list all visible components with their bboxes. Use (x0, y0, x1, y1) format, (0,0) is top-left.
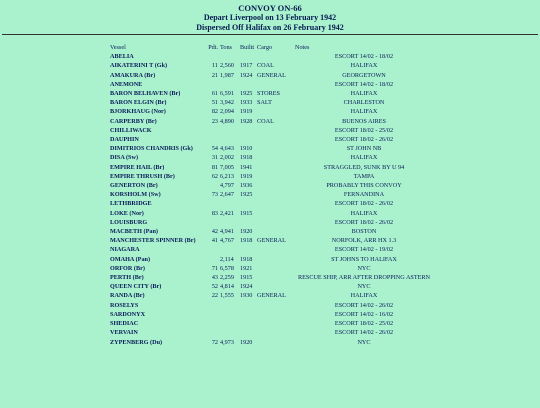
cell-cargo (257, 227, 293, 236)
table-row (110, 255, 435, 264)
cell-tons (220, 310, 240, 319)
table-row (110, 80, 435, 89)
table-row (110, 236, 435, 245)
cell-tons: 2,114 (220, 255, 234, 263)
cell-cargo (257, 209, 293, 218)
cell-pdt (206, 328, 220, 337)
dispersal-line: Dispersed Off Halifax on 26 February 1942 (196, 22, 344, 32)
cell-pdt (206, 126, 220, 135)
cell-notes: ST JOHNS TO HALIFAX (331, 255, 397, 263)
cell-built: 1918 (240, 154, 253, 162)
cell-built: 1933 (240, 99, 253, 107)
cell-vessel: EMPIRE HAIL (Br) (110, 163, 165, 171)
cell-built: 1930 (240, 292, 253, 300)
cell-pdt (206, 52, 220, 61)
cell-pdt: 81 (211, 163, 218, 171)
table-row (110, 190, 435, 199)
cell-cargo (257, 264, 293, 273)
cell-vessel: CARPERBY (Br) (110, 117, 157, 125)
cell-cargo (257, 273, 293, 282)
cell-cargo (257, 153, 293, 162)
table-row (110, 319, 435, 328)
cell-pdt (206, 255, 220, 264)
cell-cargo: GENERAL (257, 292, 286, 300)
cell-cargo (257, 310, 293, 319)
cell-tons: 6,213 (220, 172, 234, 180)
cell-pdt: 72 (211, 338, 218, 346)
cell-vessel: LOUISBURG (110, 218, 148, 226)
cell-pdt: 83 (211, 209, 218, 217)
cell-vessel: PERTH (Br) (110, 274, 144, 282)
cell-notes: HALIFAX (350, 209, 378, 217)
cell-vessel: AIKATERINI T (Gk) (110, 62, 168, 70)
cell-vessel: OMAHA (Pan) (110, 255, 151, 263)
cell-tons: 2,560 (220, 62, 234, 70)
cell-vessel: ZYPENBERG (Du) (110, 338, 163, 346)
cell-pdt (206, 218, 220, 227)
table-row (110, 301, 435, 310)
cell-vessel: NIAGARA (110, 246, 140, 254)
cell-vessel: DIMITRIOS CHANDRIS (Gk) (110, 145, 193, 153)
cell-vessel: VERVAIN (110, 329, 138, 337)
cell-cargo: COAL (257, 62, 274, 70)
cell-built (240, 126, 257, 135)
cell-built: 1925 (240, 191, 253, 199)
cell-vessel: DISA (Sw) (110, 154, 139, 162)
cell-notes: ESCORT 18/02 - 25/02 (334, 126, 394, 134)
table-row (110, 107, 435, 116)
cell-tons (220, 218, 240, 227)
cell-pdt: 82 (211, 108, 218, 116)
cell-notes: NYC (357, 283, 371, 291)
cell-tons (220, 245, 240, 254)
cell-notes: GEORGETOWN (342, 71, 386, 79)
table-row (110, 71, 435, 80)
table-row (110, 218, 435, 227)
cell-vessel: KORSHOLM (Sw) (110, 191, 161, 199)
cell-cargo (257, 163, 293, 172)
cell-pdt: 11 (212, 62, 218, 70)
table-row (110, 61, 435, 70)
table-row (110, 153, 435, 162)
table-row (110, 52, 435, 61)
cell-pdt: 22 (211, 292, 218, 300)
cell-cargo (257, 135, 293, 144)
cell-tons (220, 135, 240, 144)
cell-notes: ESCORT 14/02 - 26/02 (334, 301, 394, 309)
table-row (110, 282, 435, 291)
cell-cargo (257, 301, 293, 310)
cell-tons: 4,890 (220, 117, 234, 125)
cell-vessel: BARON ELGIN (Br) (110, 99, 167, 107)
cell-notes: BOSTON (351, 228, 377, 236)
table-row (110, 117, 435, 126)
cell-cargo (257, 338, 293, 347)
cell-vessel: LOKE (Nor) (110, 209, 144, 217)
column-header-pdt: Pdt. (208, 44, 218, 51)
cell-built (240, 135, 257, 144)
cell-pdt: 51 (211, 99, 218, 107)
cell-notes: NORFOLK, ARR HX 1.3 (331, 237, 397, 245)
table-row (110, 273, 435, 282)
table-row (110, 199, 435, 208)
cell-notes: ESCORT 14/02 - 18/02 (334, 53, 394, 61)
cell-tons: 1,987 (220, 71, 234, 79)
cell-vessel: ROSELYS (110, 301, 139, 309)
table-row (110, 209, 435, 218)
cell-built: 1918 (240, 255, 253, 263)
cell-built: 1915 (240, 274, 253, 282)
cell-notes: CHARLESTON (343, 99, 385, 107)
cell-pdt: 41 (211, 237, 218, 245)
cell-notes: ESCORT 14/02 - 16/02 (334, 310, 394, 318)
table-row (110, 264, 435, 273)
cell-tons (220, 126, 240, 135)
cell-pdt: 42 (211, 228, 218, 236)
column-header-built: Builtt (240, 44, 255, 51)
cell-cargo (257, 245, 293, 254)
table-row (110, 89, 435, 98)
cell-pdt: 62 (211, 172, 218, 180)
cell-cargo: SALT (257, 99, 272, 107)
cell-tons: 4,767 (220, 237, 234, 245)
cell-pdt (206, 310, 220, 319)
cell-tons (220, 301, 240, 310)
cell-built: 1917 (240, 62, 253, 70)
cell-vessel: RANDA (Br) (110, 292, 145, 300)
table-row (110, 328, 435, 337)
cell-notes: PROBABLY THIS CONVOY (326, 182, 402, 190)
convoy-table (110, 43, 435, 347)
cell-notes: ST JOHN NB (346, 145, 382, 153)
cell-built: 1928 (240, 117, 253, 125)
cell-pdt: 73 (211, 191, 218, 199)
cell-notes: HALIFAX (350, 108, 378, 116)
cell-cargo (257, 144, 293, 153)
cell-built (240, 319, 257, 328)
table-row (110, 163, 435, 172)
cell-tons (220, 328, 240, 337)
table-row (110, 172, 435, 181)
table-row (110, 181, 435, 190)
cell-vessel: MACBETH (Pan) (110, 228, 158, 236)
cell-vessel: ANEMONE (110, 80, 143, 88)
cell-pdt: 61 (211, 90, 218, 98)
column-header-cargo: Cargo (257, 44, 273, 51)
cell-pdt (206, 80, 220, 89)
cell-pdt (206, 319, 220, 328)
cell-pdt (206, 301, 220, 310)
cell-vessel: EMPIRE THRUSH (Br) (110, 172, 175, 180)
cell-built: 1919 (240, 108, 253, 116)
cell-cargo (257, 218, 293, 227)
cell-vessel: QUEEN CITY (Br) (110, 283, 162, 291)
cell-tons: 7,005 (220, 163, 234, 171)
cell-notes: HALIFAX (350, 62, 378, 70)
cell-cargo (257, 181, 293, 190)
cell-cargo (257, 172, 293, 181)
cell-tons: 4,973 (220, 338, 234, 346)
cell-built (240, 310, 257, 319)
table-row (110, 98, 435, 107)
cell-cargo (257, 319, 293, 328)
cell-tons: 4,814 (220, 283, 234, 291)
cell-cargo: STORES (257, 90, 280, 98)
cell-pdt (206, 199, 220, 208)
page-title: CONVOY ON-66 (238, 3, 302, 13)
header-divider (2, 34, 538, 35)
cell-notes: ESCORT 18/02 - 26/02 (334, 200, 394, 208)
table-row (110, 227, 435, 236)
cell-tons (220, 199, 240, 208)
cell-tons: 1,555 (220, 292, 234, 300)
cell-built: 1920 (240, 228, 253, 236)
cell-notes: ESCORT 14/02 - 19/02 (334, 246, 394, 254)
table-row (110, 338, 435, 347)
cell-vessel: ORFOR (Br) (110, 264, 145, 272)
table-row (110, 135, 435, 144)
cell-pdt: 54 (211, 145, 218, 153)
cell-notes: ESCORT 14/02 - 26/02 (334, 329, 394, 337)
table-row (110, 126, 435, 135)
cell-pdt: 52 (211, 283, 218, 291)
cell-tons: 2,002 (220, 154, 234, 162)
table-row (110, 291, 435, 300)
cell-notes: RESCUE SHIP, ARR AFTER DROPPING ASTERN (297, 274, 431, 282)
cell-cargo: COAL (257, 117, 274, 125)
cell-notes: FERNANDINA (343, 191, 385, 199)
cell-notes: HALIFAX (350, 154, 378, 162)
cell-notes: ESCORT 18/02 - 26/02 (334, 218, 394, 226)
cell-notes: NYC (357, 264, 371, 272)
cell-built: 1924 (240, 283, 253, 291)
departure-line: Depart Liverpool on 13 February 1942 (203, 13, 337, 22)
cell-tons (220, 52, 240, 61)
cell-built: 1910 (240, 145, 253, 153)
cell-vessel: SHEDIAC (110, 320, 139, 328)
table-row (110, 245, 435, 254)
cell-built: 1924 (240, 71, 253, 79)
cell-built (240, 328, 257, 337)
cell-notes: ESCORT 14/02 - 18/02 (334, 80, 394, 88)
cell-cargo (257, 282, 293, 291)
cell-vessel: LETHBRIDGE (110, 200, 152, 208)
cell-cargo: GENERAL (257, 71, 286, 79)
cell-pdt: 43 (211, 274, 218, 282)
cell-cargo (257, 80, 293, 89)
cell-notes: HALIFAX (350, 292, 378, 300)
cell-vessel: DAUPHIN (110, 136, 139, 144)
cell-pdt (206, 181, 220, 190)
cell-cargo (257, 190, 293, 199)
cell-cargo (257, 126, 293, 135)
cell-vessel: SARDONYX (110, 310, 146, 318)
cell-tons: 2,647 (220, 191, 234, 199)
cell-built (240, 245, 257, 254)
cell-notes: BUENOS AIRES (342, 117, 386, 125)
cell-tons: 4,797 (220, 182, 234, 190)
cell-cargo (257, 107, 293, 116)
cell-notes: ESCORT 18/02 - 26/02 (334, 136, 394, 144)
cell-built: 1936 (240, 182, 253, 190)
cell-notes: NYC (357, 338, 371, 346)
cell-pdt (206, 245, 220, 254)
cell-vessel: ABELIA (110, 53, 134, 61)
cell-tons (220, 80, 240, 89)
cell-tons (220, 319, 240, 328)
cell-notes: TAMPA (353, 172, 375, 180)
cell-cargo (257, 199, 293, 208)
cell-notes: STRAGGLED, SUNK BY U 94 (323, 163, 405, 171)
cell-cargo (257, 52, 293, 61)
cell-notes: ESCORT 18/02 - 25/02 (334, 320, 394, 328)
table-row (110, 144, 435, 153)
cell-built (240, 52, 257, 61)
table-row (110, 310, 435, 319)
cell-pdt: 71 (211, 264, 218, 272)
cell-cargo (257, 328, 293, 337)
cell-tons: 4,941 (220, 228, 234, 236)
convoy-header (0, 3, 540, 32)
cell-vessel: CHILLIWACK (110, 126, 152, 134)
cell-built (240, 199, 257, 208)
cell-built: 1920 (240, 338, 253, 346)
cell-built (240, 80, 257, 89)
cell-built: 1941 (240, 163, 253, 171)
cell-vessel: MANCHESTER SPINNER (Br) (110, 237, 196, 245)
cell-vessel: GENERTON (Br) (110, 182, 158, 190)
cell-pdt: 31 (211, 154, 218, 162)
cell-built: 1919 (240, 172, 253, 180)
cell-pdt: 23 (211, 117, 218, 125)
cell-cargo (257, 255, 293, 264)
cell-tons: 4,643 (220, 145, 234, 153)
cell-notes: HALIFAX (350, 90, 378, 98)
column-header-vessel: Vessel (110, 44, 126, 51)
cell-vessel: BARON BELHAVEN (Br) (110, 90, 181, 98)
cell-built: 1925 (240, 90, 253, 98)
cell-vessel: BJORKHAUG (Nor) (110, 108, 166, 116)
table-header-row (110, 43, 435, 52)
cell-tons: 6,591 (220, 90, 234, 98)
column-header-notes: Notes (295, 44, 310, 51)
cell-tons: 2,421 (220, 209, 234, 217)
cell-built: 1921 (240, 264, 253, 272)
cell-built (240, 218, 257, 227)
cell-cargo: GENERAL (257, 237, 286, 245)
cell-tons: 3,942 (220, 99, 234, 107)
cell-tons: 6,578 (220, 264, 234, 272)
cell-tons: 2,259 (220, 274, 234, 282)
cell-built (240, 301, 257, 310)
convoy-table-container (110, 43, 540, 347)
cell-tons: 2,094 (220, 108, 234, 116)
cell-vessel: AMAKURA (Br) (110, 71, 156, 79)
column-header-tons: Tons (220, 44, 232, 51)
cell-built: 1918 (240, 237, 253, 245)
cell-pdt (206, 135, 220, 144)
cell-pdt: 21 (211, 71, 218, 79)
cell-built: 1915 (240, 209, 253, 217)
